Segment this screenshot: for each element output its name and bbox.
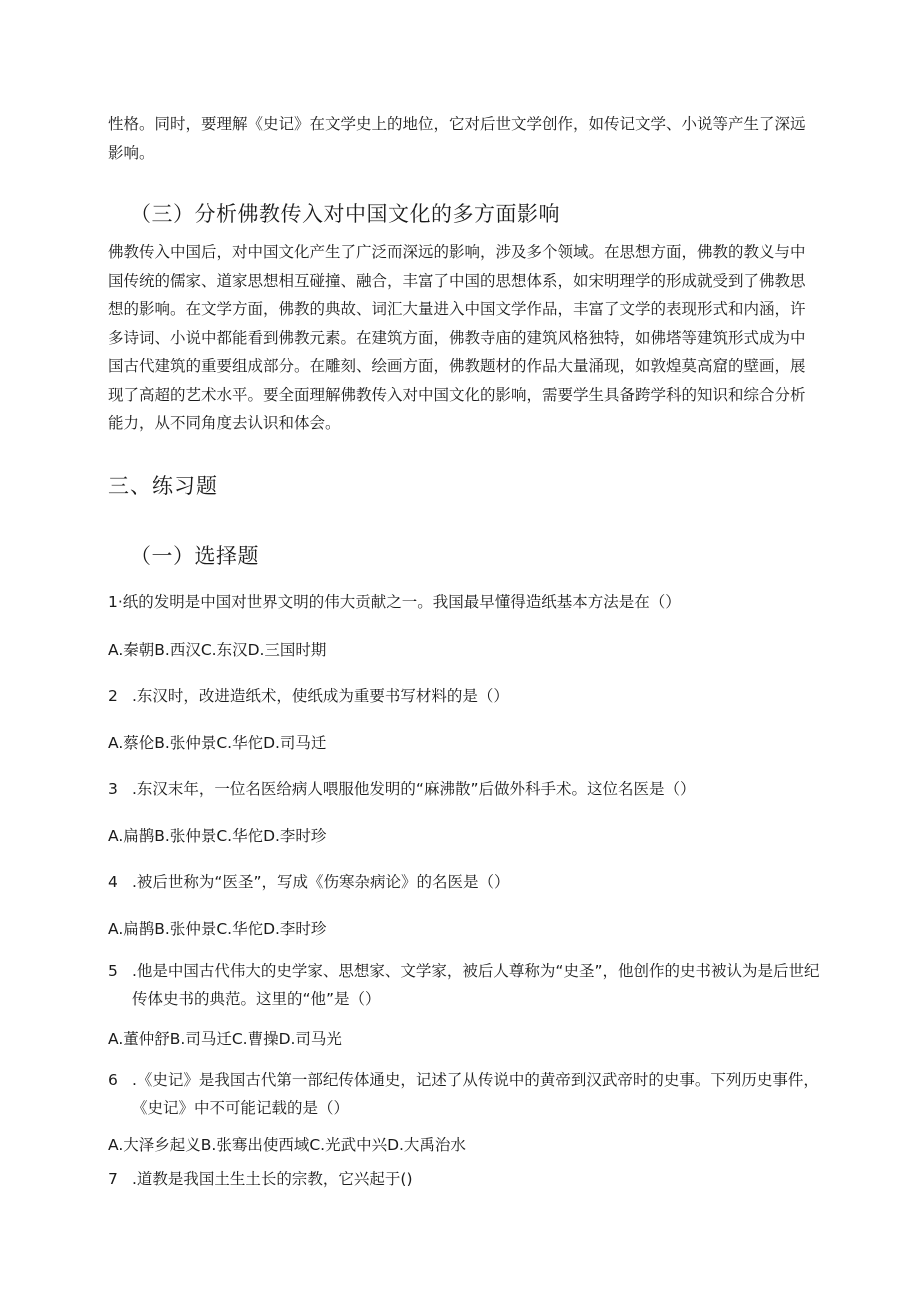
- intro-paragraph: 性格。同时，要理解《史记》在文学史上的地位，它对后世文学创作，如传记文学、小说等产生了深远影响。: [108, 115, 806, 162]
- question-4: [108, 868, 820, 896]
- question-number: 7: [108, 1170, 118, 1188]
- question-3: [108, 775, 820, 803]
- question-stem: .东汉时，改进造纸术，使纸成为重要书写材料的是（）: [132, 687, 509, 705]
- question-6: [108, 1066, 820, 1122]
- question-2: [108, 682, 820, 710]
- question-number: 6: [108, 1071, 118, 1089]
- question-number: 5: [108, 962, 118, 980]
- section-heading-buddhism: （三）分析佛教传入对中国文化的多方面影响: [130, 202, 560, 226]
- exercises-heading: 三、练习题: [108, 474, 218, 498]
- question-number: 3: [108, 780, 118, 798]
- question-number: 4: [108, 873, 118, 891]
- question-2-options: A.蔡伦B.张仲景C.华佗D.司马迁: [108, 734, 327, 752]
- multiple-choice-heading: （一）选择题: [130, 544, 259, 568]
- question-4-options: A.扁鹊B.张仲景C.华佗D.李时珍: [108, 920, 327, 938]
- question-stem: .道教是我国土生土长的宗教，它兴起于(): [132, 1170, 413, 1188]
- question-6-options: A.大泽乡起义B.张骞出使西域C.光武中兴D.大禹治水: [108, 1136, 466, 1154]
- question-3-options: A.扁鹊B.张仲景C.华佗D.李时珍: [108, 827, 327, 845]
- question-1-options: A.秦朝B.西汉C.东汉D.三国时期: [108, 641, 327, 659]
- buddhism-paragraph: 佛教传入中国后，对中国文化产生了广泛而深远的影响，涉及多个领域。在思想方面，佛教的教义与中国传统的儒家、道家思想相互碰撞、融合，丰富了中国的思想体系，如宋明理学的形成就受到了佛教思想的影响。在文学方面，佛教的典故、词汇大量进入中国文学作品，丰富了文学的表现形式和内涵，许多诗词、小说中都能看到佛教元素。在建筑方面，佛教寺庙的建筑风格独特，如佛塔等建筑形式成为中国古代建筑的重要组成部分。在雕刻、绘画方面，佛教题材的作品大量涌现，如敦煌莫高窟的壁画，展现了高超的艺术水平。要全面理解佛教传入对中国文化的影响，需要学生具备跨学科的知识和综合分析能力，从不同角度去认识和体会。: [108, 243, 806, 432]
- question-number: 2: [108, 687, 118, 705]
- question-5: [108, 957, 820, 1013]
- question-stem: .东汉末年，一位名医给病人喂服他发明的“麻沸散”后做外科手术。这位名医是（）: [132, 780, 696, 798]
- question-1: 1·纸的发明是中国对世界文明的伟大贡献之一。我国最早懂得造纸基本方法是在（）: [108, 593, 681, 611]
- question-stem: .《史记》是我国古代第一部纪传体通史，记述了从传说中的黄帝到汉武帝时的史事。下列历史事件，《史记》中不可能记载的是（）: [132, 1071, 819, 1117]
- question-5-options: A.董仲舒B.司马迁C.曹操D.司马光: [108, 1030, 342, 1048]
- question-stem: .被后世称为“医圣”，写成《伤寒杂病论》的名医是（）: [132, 873, 510, 891]
- question-stem: .他是中国古代伟大的史学家、思想家、文学家，被后人尊称为“史圣”，他创作的史书被认为是后世纪传体史书的典范。这里的“他”是（）: [132, 962, 820, 1008]
- question-7: [108, 1165, 820, 1193]
